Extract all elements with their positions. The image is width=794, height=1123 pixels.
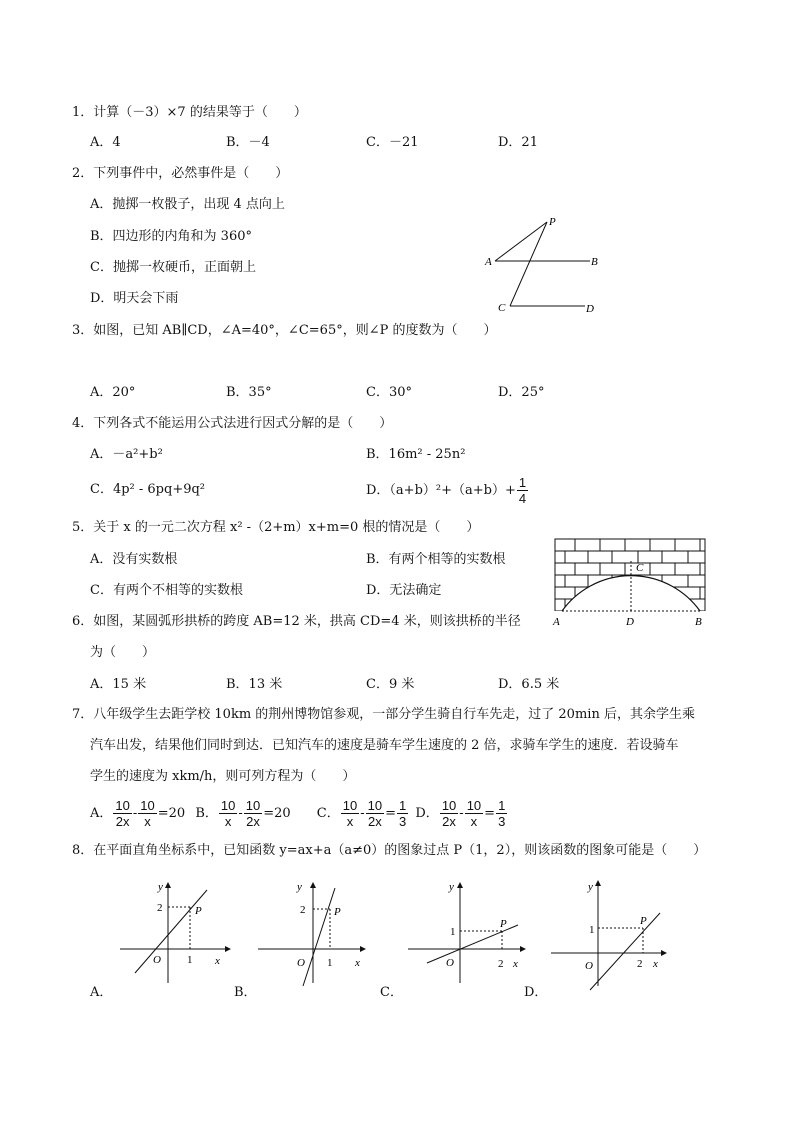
q4-option-a: A．－a²+b² bbox=[90, 447, 163, 462]
function-line bbox=[590, 913, 660, 990]
q1-option-d: D．21 bbox=[498, 135, 538, 150]
q6-stem-line1: 6．如图，某圆弧形拱桥的跨度 AB=12 米，拱高 CD=4 米，则该拱桥的半径 bbox=[72, 614, 521, 629]
minus-sign: - bbox=[238, 806, 243, 821]
label-c: C bbox=[636, 562, 644, 574]
option-letter: C． bbox=[316, 806, 340, 821]
y-tick: 2 bbox=[300, 904, 306, 916]
y-label: y bbox=[588, 881, 593, 893]
y-label: y bbox=[297, 881, 302, 893]
equals-sign: = bbox=[484, 806, 496, 821]
q7-option-c bbox=[316, 798, 414, 829]
label-a: A bbox=[485, 256, 492, 268]
fraction-numerator: 10 bbox=[140, 798, 155, 813]
origin-label: O bbox=[297, 957, 305, 969]
q8-graph-b bbox=[255, 878, 380, 988]
q5-option-a: A．没有实数根 bbox=[90, 552, 178, 567]
q8-graph-d bbox=[548, 878, 678, 993]
fraction-numerator: 1 bbox=[498, 798, 506, 813]
equals-20: =20 bbox=[263, 806, 291, 821]
line-ap bbox=[495, 222, 547, 261]
y-label: y bbox=[158, 881, 163, 893]
label-d: D bbox=[626, 616, 634, 628]
x-label: x bbox=[653, 958, 658, 970]
q7-line3: 学生的速度为 xkm/h，则可列方程为（ ） bbox=[90, 769, 356, 784]
fraction-numerator: 10 bbox=[342, 798, 358, 813]
point-p-label: P bbox=[334, 906, 341, 918]
fraction bbox=[138, 798, 156, 829]
q4-option-c: C．4p² - 6pq+9q² bbox=[90, 482, 206, 497]
fraction-numerator: 10 bbox=[115, 798, 130, 813]
label-p: P bbox=[549, 216, 556, 228]
q6-stem-line2: 为（ ） bbox=[90, 645, 156, 660]
fraction bbox=[113, 798, 131, 829]
equals-20: =20 bbox=[157, 806, 186, 821]
x-tick: 1 bbox=[187, 954, 193, 966]
point-p-label: P bbox=[500, 918, 507, 930]
fraction-denominator: 2x bbox=[367, 814, 382, 829]
fraction-numerator: 1 bbox=[399, 798, 407, 813]
x-tick: 2 bbox=[498, 958, 504, 970]
fraction-denominator: x bbox=[470, 814, 478, 829]
q5-stem: 5．关于 x 的一元二次方程 x² -（2+m）x+m=0 根的情况是（ ） bbox=[72, 520, 480, 535]
fraction-numerator: 1 bbox=[518, 475, 527, 490]
x-label: x bbox=[513, 958, 518, 970]
fraction bbox=[397, 798, 408, 829]
origin-label: O bbox=[446, 957, 454, 969]
q7-option-a bbox=[90, 798, 189, 829]
minus-sign: - bbox=[360, 806, 365, 821]
y-tick: 1 bbox=[450, 926, 456, 938]
x-label: x bbox=[215, 955, 220, 967]
q2-stem: 2．下列事件中，必然事件是（ ） bbox=[72, 166, 289, 181]
q7-line1: 7．八年级学生去距学校 10km 的荆州博物馆参观，一部分学生骑自行车先走，过了 20min 后，其余学生乘 bbox=[72, 707, 695, 722]
q7-option-b bbox=[195, 798, 294, 829]
point-p-label: P bbox=[195, 905, 202, 917]
q7-options bbox=[90, 797, 508, 831]
q1-option-c: C．－21 bbox=[366, 135, 419, 150]
label-a: A bbox=[553, 616, 560, 628]
fraction-denominator: 3 bbox=[399, 814, 407, 829]
line-pc bbox=[510, 222, 547, 306]
q3-option-c: C．30° bbox=[366, 385, 412, 400]
q4-option-d-text: D．（a+b）²+（a+b）+ bbox=[366, 483, 516, 498]
q4-option-d bbox=[366, 475, 529, 506]
y-label: y bbox=[449, 881, 454, 893]
y-tick: 1 bbox=[589, 924, 595, 936]
q8-stem: 8．在平面直角坐标系中，已知函数 y=ax+a（a≠0）的图象过点 P（1，2），则该函数的图象可能是（ ） bbox=[72, 843, 707, 858]
q2-option-d: D．明天会下雨 bbox=[90, 291, 179, 306]
brick-wall bbox=[555, 539, 705, 611]
origin-label: O bbox=[153, 954, 161, 966]
q4-option-b: B．16m² - 25n² bbox=[366, 447, 466, 462]
q3-option-b: B．35° bbox=[226, 385, 272, 400]
fraction-numerator: 10 bbox=[441, 798, 457, 813]
fraction bbox=[219, 798, 237, 829]
y-tick: 2 bbox=[157, 902, 163, 914]
q3-parallel-lines-figure bbox=[480, 212, 610, 318]
q2-option-a: A．抛掷一枚骰子，出现 4 点向上 bbox=[90, 197, 285, 212]
point-p-label: P bbox=[640, 915, 647, 927]
q5-option-c: C．有两个不相等的实数根 bbox=[90, 583, 243, 598]
fraction bbox=[244, 798, 262, 829]
q1-option-a: A．4 bbox=[90, 135, 121, 150]
label-c: C bbox=[498, 302, 506, 314]
fraction bbox=[496, 798, 507, 829]
option-letter: A． bbox=[90, 806, 113, 821]
equals-sign: = bbox=[385, 806, 396, 821]
q6-option-b: B．13 米 bbox=[226, 677, 283, 692]
q8-option-c-letter: C． bbox=[380, 985, 403, 1000]
q8-graph-c bbox=[405, 878, 535, 988]
origin-label: O bbox=[585, 960, 593, 972]
fraction bbox=[440, 798, 458, 829]
q5-option-b: B．有两个相等的实数根 bbox=[366, 552, 506, 567]
q2-option-b: B．四边形的内角和为 360° bbox=[90, 229, 252, 244]
q6-arch-bridge-figure bbox=[550, 535, 720, 630]
q3-option-a: A．20° bbox=[90, 385, 136, 400]
x-tick: 2 bbox=[637, 958, 643, 970]
x-label: x bbox=[355, 957, 360, 969]
fraction-numerator: 10 bbox=[245, 798, 261, 813]
fraction-denominator: 3 bbox=[498, 814, 506, 829]
minus-sign: - bbox=[459, 806, 464, 821]
fraction-denominator: x bbox=[224, 814, 232, 829]
q4-option-d-fraction bbox=[517, 475, 528, 506]
q2-option-c: C．抛掷一枚硬币，正面朝上 bbox=[90, 260, 256, 275]
fraction-denominator: 4 bbox=[518, 491, 527, 506]
function-line bbox=[135, 890, 207, 973]
fraction bbox=[366, 798, 384, 829]
q6-option-c: C．9 米 bbox=[366, 677, 415, 692]
fraction-denominator: x bbox=[144, 814, 151, 829]
q4-stem: 4．下列各式不能运用公式法进行因式分解的是（ ） bbox=[72, 416, 393, 431]
q8-option-a-letter: A． bbox=[90, 985, 113, 1000]
option-letter: B． bbox=[195, 806, 218, 821]
q1-option-b: B．－4 bbox=[226, 135, 270, 150]
q8-option-b-letter: B． bbox=[234, 985, 257, 1000]
q1-stem: 1．计算（－3）×7 的结果等于（ ） bbox=[72, 105, 307, 120]
q3-stem: 3．如图，已知 AB∥CD，∠A=40°，∠C=65°，则∠P 的度数为（ ） bbox=[72, 323, 497, 338]
q8-option-d-letter: D． bbox=[524, 985, 548, 1000]
fraction-denominator: 2x bbox=[246, 814, 260, 829]
q5-option-d: D．无法确定 bbox=[366, 583, 442, 598]
fraction bbox=[341, 798, 359, 829]
q7-line2: 汽车出发，结果他们同时到达．已知汽车的速度是骑车学生速度的 2 倍，求骑车学生的速度．若设骑车 bbox=[90, 738, 679, 753]
label-b: B bbox=[591, 256, 598, 268]
q6-option-d: D．6.5 米 bbox=[498, 677, 560, 692]
fraction-numerator: 10 bbox=[220, 798, 236, 813]
fraction-numerator: 10 bbox=[466, 798, 482, 813]
label-d: D bbox=[586, 303, 594, 315]
x-tick: 1 bbox=[327, 957, 333, 969]
fraction-denominator: x bbox=[346, 814, 354, 829]
minus-sign: - bbox=[132, 806, 138, 821]
q8-graph-a bbox=[115, 878, 240, 988]
label-b: B bbox=[695, 616, 702, 628]
option-letter: D． bbox=[415, 806, 439, 821]
q3-option-d: D．25° bbox=[498, 385, 545, 400]
q7-option-d bbox=[415, 798, 508, 829]
q6-option-a: A．15 米 bbox=[90, 677, 147, 692]
fraction bbox=[465, 798, 483, 829]
fraction-denominator: 2x bbox=[115, 814, 130, 829]
fraction-numerator: 10 bbox=[367, 798, 383, 813]
fraction-denominator: 2x bbox=[442, 814, 456, 829]
